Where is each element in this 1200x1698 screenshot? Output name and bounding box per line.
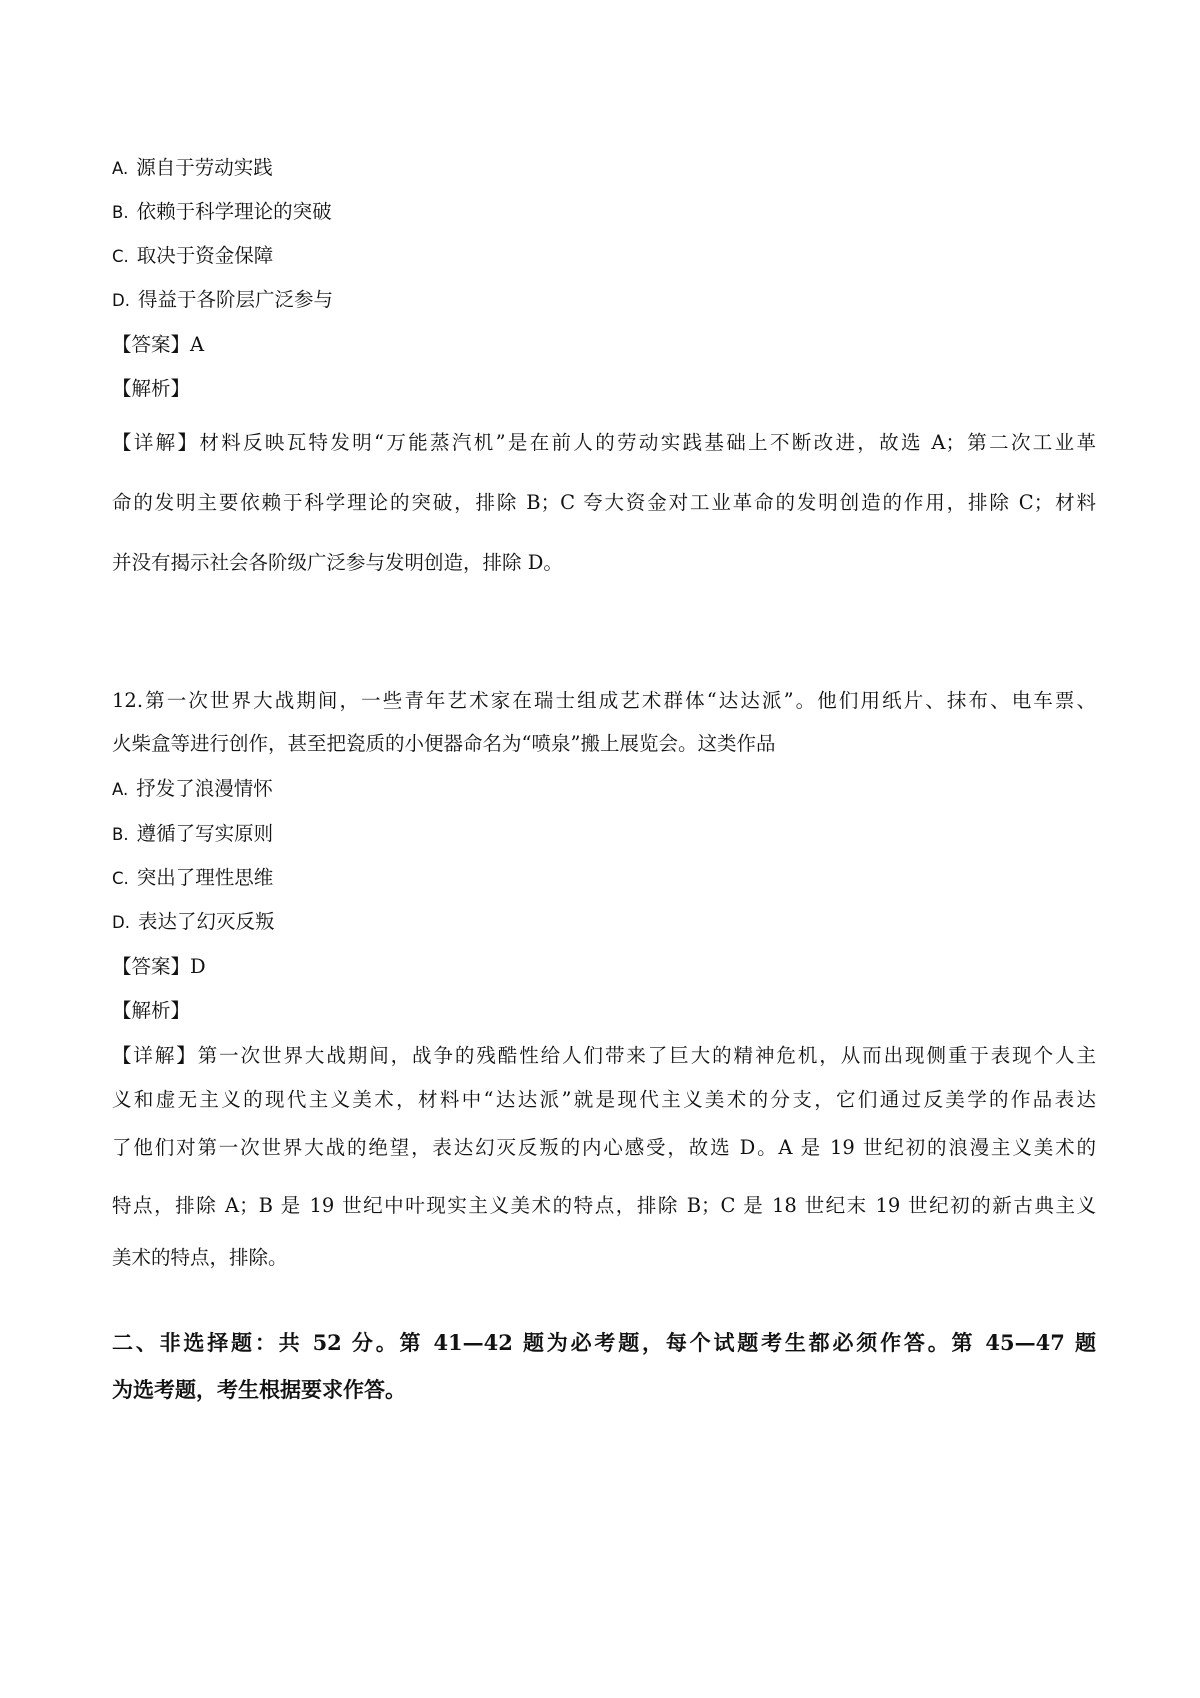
q11-option-d — [112, 286, 333, 315]
q12-detail-line: 美术的特点，排除。 — [112, 1246, 288, 1269]
option-text: 突出了理性思维 — [136, 866, 274, 889]
option-text: 源自于劳动实践 — [136, 156, 273, 179]
q12-detail-line: 义和虚无主义的现代主义美术，材料中“达达派”就是现代主义美术的分支，它们通过反美学的作品表达 — [112, 1088, 1096, 1111]
q12-option-d — [112, 908, 274, 937]
option-letter: A. — [112, 780, 129, 799]
q11-detail-line: 【详解】材料反映瓦特发明“万能蒸汽机”是在前人的劳动实践基础上不断改进，故选 A；第二次工业革 — [112, 431, 1096, 454]
q12-option-b — [112, 820, 273, 849]
q11-option-c — [112, 242, 273, 271]
option-text: 表达了幻灭反叛 — [137, 910, 275, 933]
option-text: 遵循了写实原则 — [136, 822, 274, 845]
option-text: 取决于资金保障 — [136, 244, 274, 267]
q11-analysis-label: 【解析】 — [112, 377, 191, 400]
option-text: 依赖于科学理论的突破 — [136, 200, 332, 223]
q12-stem-line: 火柴盒等进行创作，甚至把瓷质的小便器命名为“喷泉”搬上展览会。这类作品 — [112, 732, 776, 755]
option-letter: D. — [112, 913, 130, 932]
q11-option-b — [112, 198, 332, 227]
q12-option-a — [112, 775, 273, 804]
q12-stem-line: 12.第一次世界大战期间，一些青年艺术家在瑞士组成艺术群体“达达派”。他们用纸片、抹布、电车票、 — [112, 689, 1096, 712]
q12-detail-line: 了他们对第一次世界大战的绝望，表达幻灭反叛的内心感受，故选 D。A 是 19 世纪初的浪漫主义美术的 — [112, 1136, 1096, 1159]
section-heading: 二、非选择题：共 52 分。第 41—42 题为必考题，每个试题考生都必须作答。第 45—47 题 — [112, 1330, 1096, 1355]
q12-detail-line: 特点，排除 A；B 是 19 世纪中叶现实主义美术的特点，排除 B；C 是 18 世纪末 19 世纪初的新古典主义 — [112, 1194, 1096, 1217]
option-letter: C. — [112, 247, 129, 266]
option-letter: C. — [112, 869, 129, 888]
q12-detail-line: 【详解】第一次世界大战期间，战争的残酷性给人们带来了巨大的精神危机，从而出现侧重于表现个人主 — [112, 1044, 1096, 1067]
q11-detail-line: 并没有揭示社会各阶级广泛参与发明创造，排除 D。 — [112, 551, 563, 574]
option-letter: B. — [112, 203, 129, 222]
option-letter: D. — [112, 291, 130, 310]
option-letter: A. — [112, 159, 129, 178]
section-heading: 为选考题，考生根据要求作答。 — [112, 1377, 406, 1402]
q11-answer: 【答案】A — [112, 333, 205, 356]
option-letter: B. — [112, 825, 129, 844]
option-text: 抒发了浪漫情怀 — [136, 777, 273, 800]
q11-option-a — [112, 154, 273, 183]
q12-answer: 【答案】D — [112, 955, 206, 978]
q12-analysis-label: 【解析】 — [112, 999, 191, 1022]
q12-option-c — [112, 864, 273, 893]
option-text: 得益于各阶层广泛参与 — [137, 288, 333, 311]
q11-detail-line: 命的发明主要依赖于科学理论的突破，排除 B；C 夸大资金对工业革命的发明创造的作用，排除 C；材料 — [112, 491, 1096, 514]
